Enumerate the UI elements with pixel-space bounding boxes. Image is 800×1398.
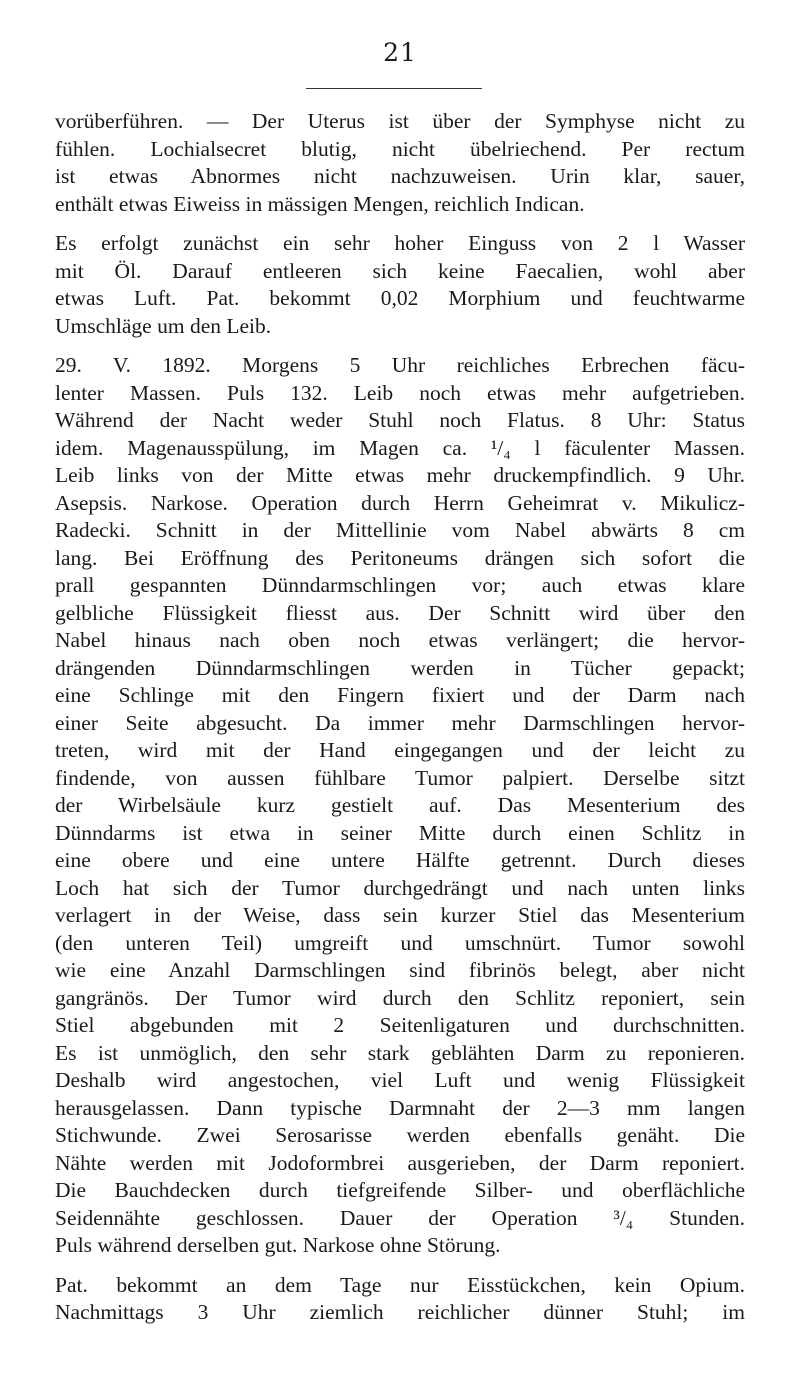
text-line: Pat. bekommt an dem Tage nur Eisstückchen, kein Opium. (55, 1272, 745, 1297)
text-line: findende, von aussen fühlbare Tumor palpiert. Derselbe sitzt (55, 765, 745, 790)
paragraph-4 (55, 1272, 745, 1327)
text-line: vorüberführen. — Der Uterus ist über der Symphyse nicht zu (55, 109, 745, 133)
text-line: Puls während derselben gut. Narkose ohne Störung. (55, 1233, 501, 1257)
paragraph-3 (55, 352, 745, 1260)
text-line: Stichwunde. Zwei Serosarisse werden ebenfalls genäht. Die (55, 1123, 745, 1147)
text-line: einer Seite abgesucht. Da immer mehr Darmschlingen hervor- (55, 710, 745, 735)
text-line: Deshalb wird angestochen, viel Luft und wenig Flüssigkeit (55, 1068, 745, 1092)
text-line: Nachmittags 3 Uhr ziemlich reichlicher dünner Stuhl; im (55, 1300, 745, 1324)
text-line: Die Bauchdecken durch tiefgreifende Silber- und oberflächliche (55, 1178, 745, 1202)
text-line: drängenden Dünndarmschlingen werden in Tücher gepackt; (55, 655, 745, 680)
text-line: Radecki. Schnitt in der Mittellinie vom Nabel abwärts 8 cm (55, 518, 745, 542)
text-line: fühlen. Lochialsecret blutig, nicht übelriechend. Per rectum (55, 136, 745, 161)
text-line: Es ist unmöglich, den sehr stark geblähten Darm zu reponieren. (55, 1040, 745, 1065)
text-line: prall gespannten Dünndarmschlingen vor; auch etwas klare (55, 573, 745, 597)
paragraph-2 (55, 230, 745, 340)
text-line: idem. Magenausspülung, im Magen ca. ¹/₄ l fäculenter Massen. (55, 435, 745, 460)
text-line: (den unteren Teil) umgreift und umschnürt. Tumor sowohl (55, 930, 745, 955)
text-line: treten, wird mit der Hand eingegangen und der leicht zu (55, 738, 745, 762)
text-line: Asepsis. Narkose. Operation durch Herrn Geheimrat v. Mikulicz- (55, 490, 745, 515)
text-line: Leib links von der Mitte etwas mehr druckempfindlich. 9 Uhr. (55, 463, 745, 487)
text-line: lenter Massen. Puls 132. Leib noch etwas mehr aufgetrieben. (55, 380, 745, 405)
text-line: wie eine Anzahl Darmschlingen sind fibrinös belegt, aber nicht (55, 958, 745, 982)
page-number: 21 (383, 38, 417, 67)
text-line: Seidennähte geschlossen. Dauer der Operation ³/₄ Stunden. (55, 1205, 745, 1230)
text-line: enthält etwas Eiweiss in mässigen Mengen, reichlich Indican. (55, 191, 585, 216)
text-line: lang. Bei Eröffnung des Peritoneums drängen sich sofort die (55, 545, 745, 570)
text-line: gelbliche Flüssigkeit fliesst aus. Der Schnitt wird über den (55, 600, 745, 625)
text-line: eine Schlinge mit den Fingern fixiert und der Darm nach (55, 683, 745, 707)
body-text (55, 108, 745, 1327)
text-line: Nabel hinaus nach oben noch etwas verlängert; die hervor- (55, 628, 745, 652)
header-rule (306, 88, 482, 89)
text-line: etwas Luft. Pat. bekommt 0,02 Morphium und feuchtwarme (55, 286, 745, 310)
text-line: verlagert in der Weise, dass sein kurzer Stiel das Mesenterium (55, 903, 745, 927)
text-line: ist etwas Abnormes nicht nachzuweisen. Urin klar, sauer, (55, 164, 745, 188)
text-line: 29. V. 1892. Morgens 5 Uhr reichliches Erbrechen fäcu- (55, 353, 745, 377)
text-line: Während der Nacht weder Stuhl noch Flatus. 8 Uhr: Status (55, 408, 745, 432)
text-line: der Wirbelsäule kurz gestielt auf. Das Mesenterium des (55, 793, 745, 817)
text-line: Dünndarms ist etwa in seiner Mitte durch einen Schlitz in (55, 820, 745, 845)
text-line: Nähte werden mit Jodoformbrei ausgerieben, der Darm reponiert. (55, 1150, 745, 1175)
text-line: Stiel abgebunden mit 2 Seitenligaturen und durchschnitten. (55, 1013, 745, 1037)
text-line: eine obere und eine untere Hälfte getrennt. Durch dieses (55, 848, 745, 872)
text-line: Loch hat sich der Tumor durchgedrängt und nach unten links (55, 875, 745, 900)
text-line: herausgelassen. Dann typische Darmnaht der 2—3 mm langen (55, 1095, 745, 1120)
text-line: gangränös. Der Tumor wird durch den Schlitz reponiert, sein (55, 985, 745, 1010)
text-line: Umschläge um den Leib. (55, 313, 272, 338)
paragraph-1 (55, 108, 745, 218)
text-line: Es erfolgt zunächst ein sehr hoher Einguss von 2 l Wasser (55, 231, 745, 255)
text-line: mit Öl. Darauf entleeren sich keine Faecalien, wohl aber (55, 258, 745, 283)
